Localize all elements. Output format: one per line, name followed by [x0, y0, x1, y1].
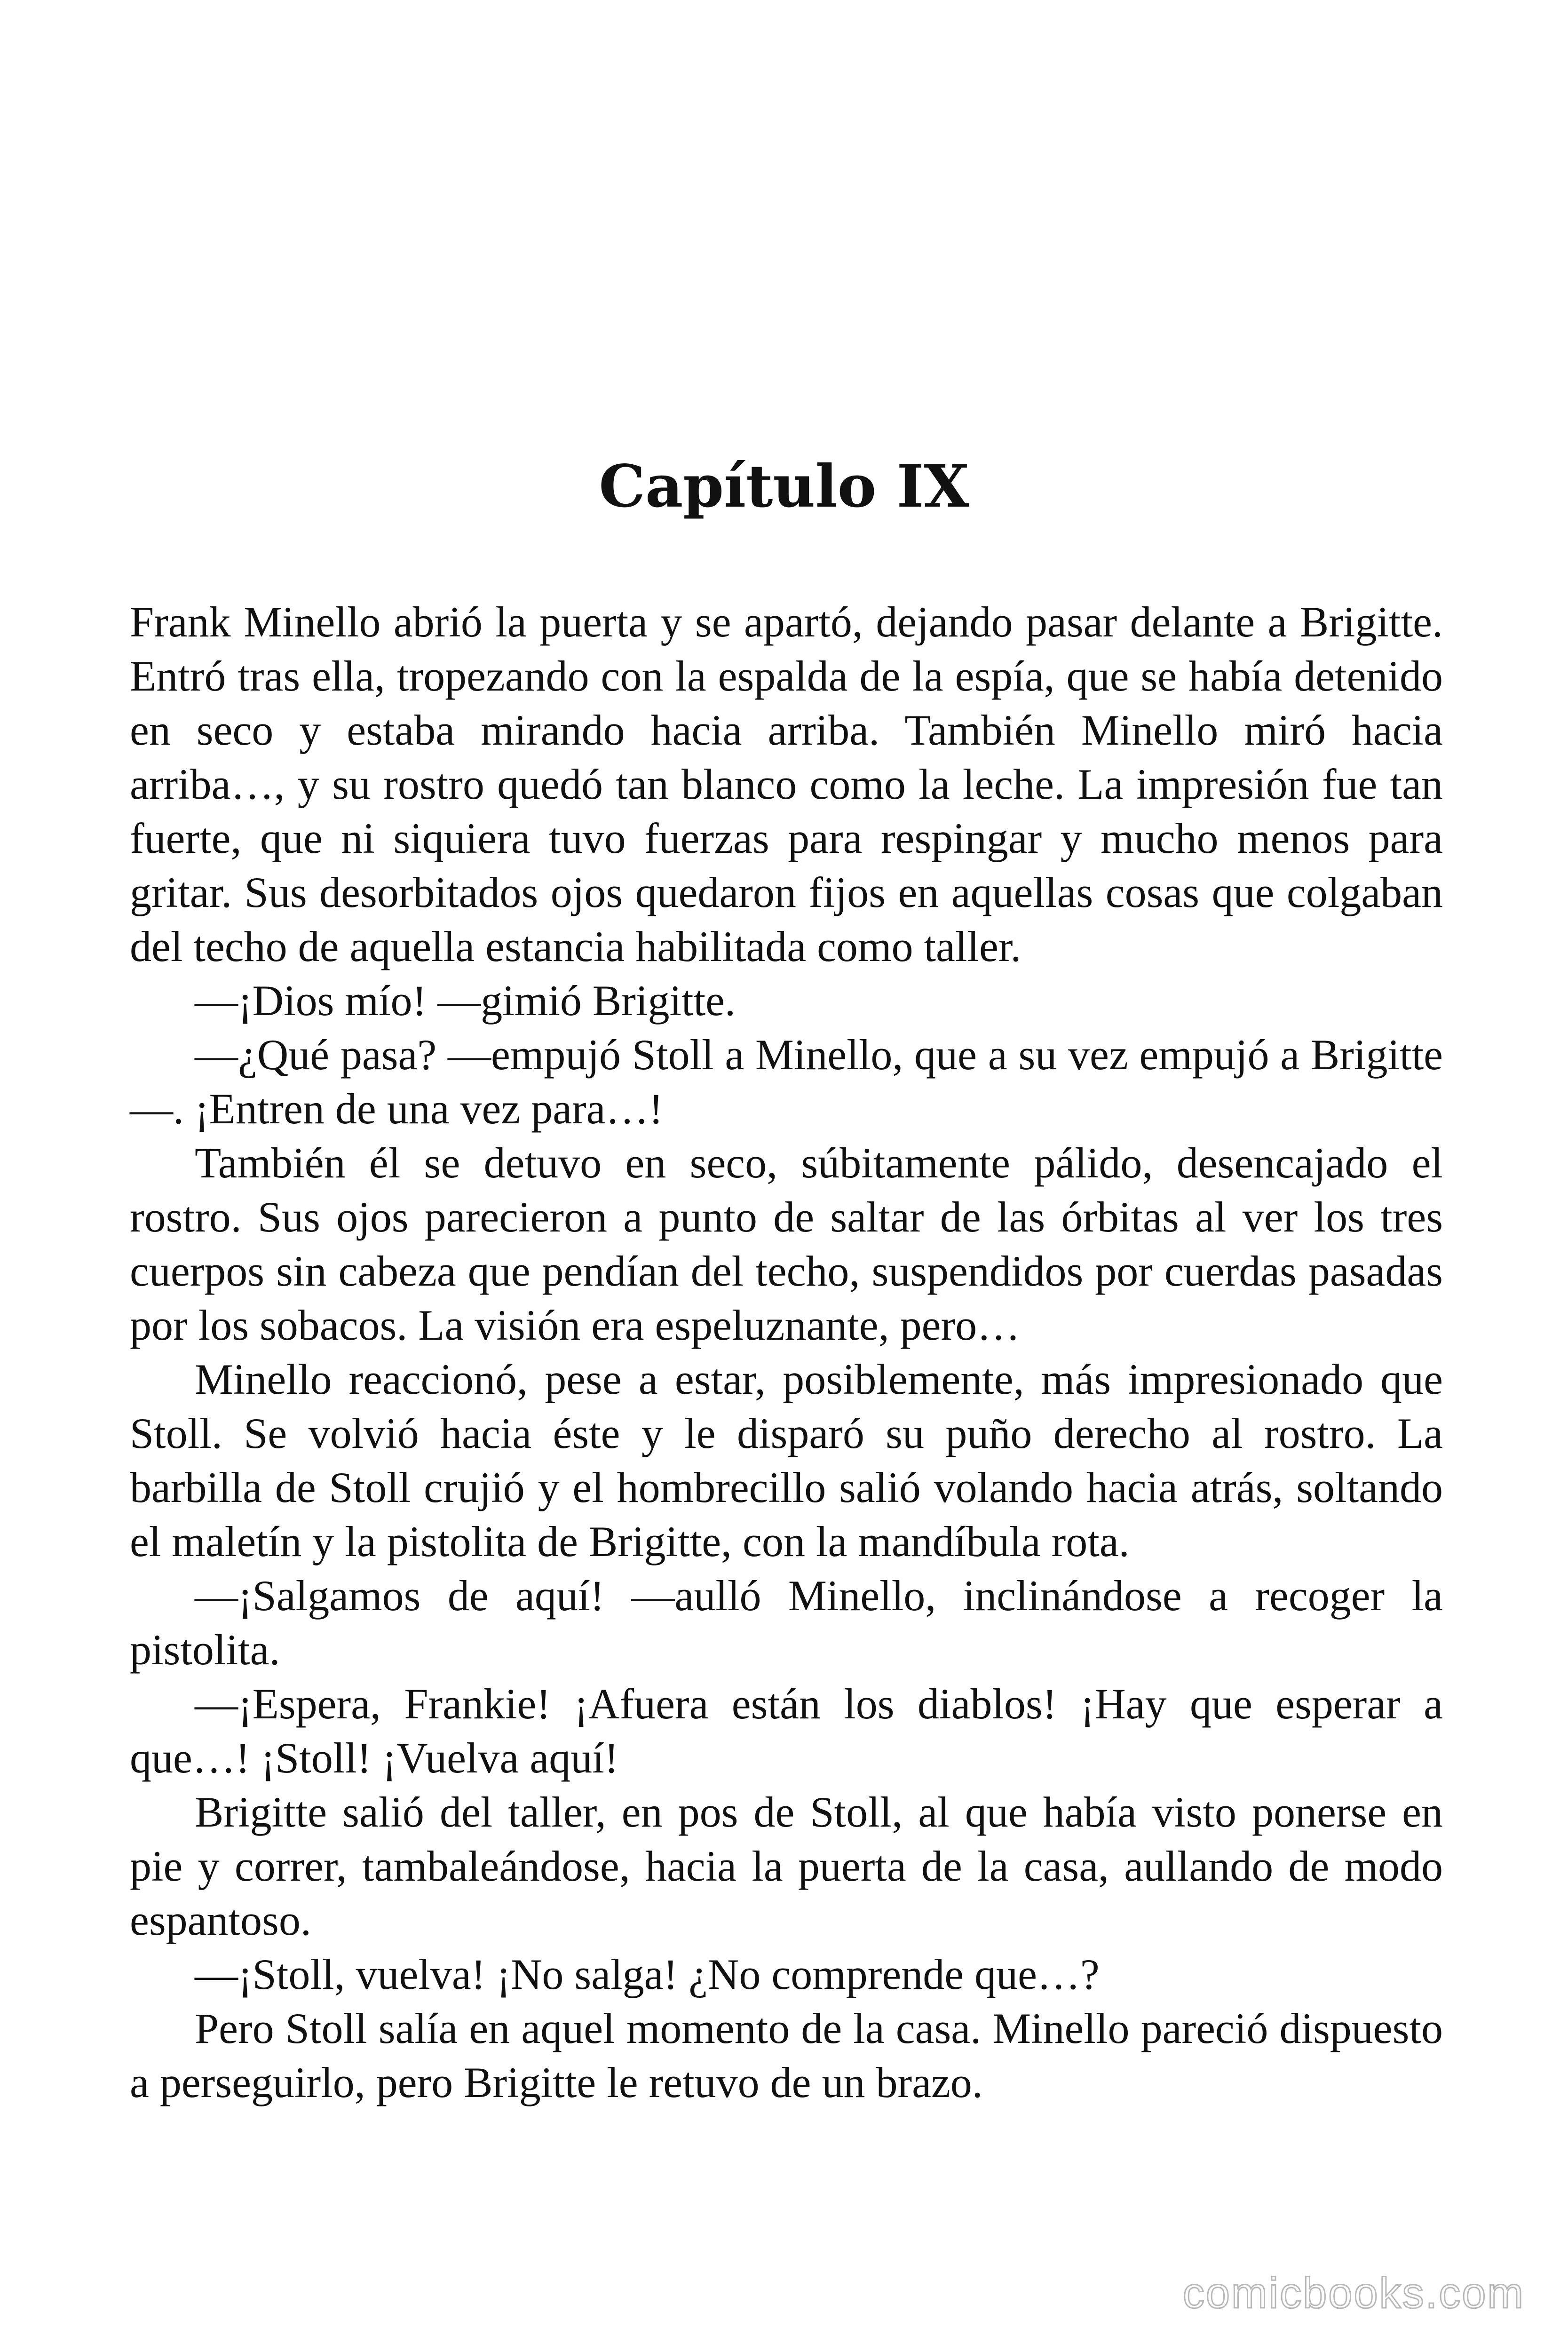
paragraph: Brigitte salió del taller, en pos de Stoll, al que había visto ponerse en pie y correr, tambaleándose, hacia la puerta de la casa, aullando de modo espantoso.: [130, 1788, 1443, 1944]
chapter-body: [130, 595, 1443, 2110]
watermark: comicbooks.com: [1182, 2269, 1525, 2317]
paragraph: —¡Dios mío! —gimió Brigitte.: [195, 977, 736, 1025]
paragraph: —¿Qué pasa? —empujó Stoll a Minello, que a su vez empujó a Brigitte—. ¡Entren de una vez para…!: [130, 1031, 1443, 1133]
paragraph: —¡Stoll, vuelva! ¡No salga! ¿No comprende que…?: [195, 1950, 1100, 1998]
chapter-title: Capítulo IX: [599, 453, 969, 521]
paragraph: —¡Salgamos de aquí! —aulló Minello, inclinándose a recoger la pistolita.: [130, 1572, 1443, 1674]
paragraph: Frank Minello abrió la puerta y se apartó, dejando pasar delante a Brigitte. Entró tras ella, tropezando con la espalda de la espía, que se había detenido en seco y estaba mirando hacia arriba. También Minello miró hacia arriba…, y su rostro quedó tan blanco como la leche. La impresión fue tan fuerte, que ni siquiera tuvo fuerzas para respingar y mucho menos para gritar. Sus desorbitados ojos quedaron fijos en aquellas cosas que colgaban del techo de aquella estancia habilitada como taller.: [130, 598, 1443, 970]
paragraph: Pero Stoll salía en aquel momento de la casa. Minello pareció dispuesto a perseguirlo, pero Brigitte le retuvo de un brazo.: [130, 2004, 1443, 2106]
paragraph: —¡Espera, Frankie! ¡Afuera están los diablos! ¡Hay que esperar a que…! ¡Stoll! ¡Vuelva aquí!: [130, 1680, 1443, 1782]
paragraph: También él se detuvo en seco, súbitamente pálido, desencajado el rostro. Sus ojos parecieron a punto de saltar de las órbitas al ver los tres cuerpos sin cabeza que pendían del techo, suspendidos por cuerdas pasadas por los sobacos. La visión era espeluznante, pero…: [130, 1139, 1443, 1349]
paragraph: Minello reaccionó, pese a estar, posiblemente, más impresionado que Stoll. Se volvió hacia éste y le disparó su puño derecho al rostro. La barbilla de Stoll crujió y el hombrecillo salió volando hacia atrás, soltando el maletín y la pistolita de Brigitte, con la mandíbula rota.: [130, 1355, 1443, 1565]
